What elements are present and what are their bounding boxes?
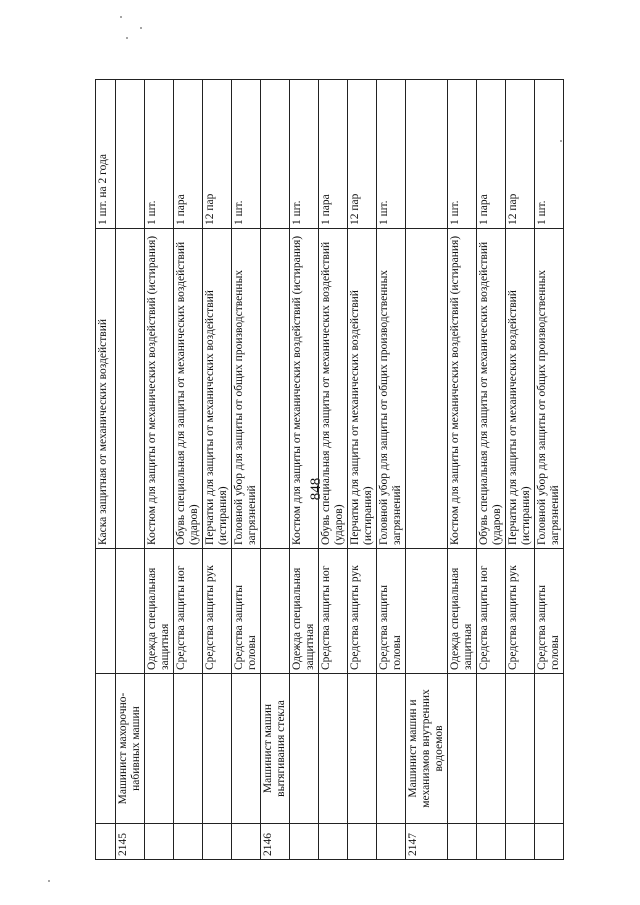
- table-row: [145, 80, 174, 860]
- ppe-item-cell: Костюм для защиты от механических воздействий (истирания): [145, 229, 174, 549]
- issue-norm-cell: 1 шт.: [535, 80, 564, 229]
- ppe-item-cell: Перчатки для защиты от механических воздействий (истирания): [348, 229, 377, 549]
- table-row: [96, 80, 116, 860]
- ppe-type-cell: [96, 549, 116, 674]
- ppe-item-cell: [261, 229, 290, 549]
- occupation-code-cell: [174, 824, 203, 860]
- table-row: [203, 80, 232, 860]
- ppe-item-cell: Перчатки для защиты от механических воздействий (истирания): [203, 229, 232, 549]
- scan-speck: [126, 37, 128, 39]
- ppe-item-cell: Каска защитная от механических воздействий: [96, 229, 116, 549]
- issue-norm-cell: 1 шт. на 2 года: [96, 80, 116, 229]
- issue-norm-cell: 1 пара: [477, 80, 506, 229]
- ppe-type-cell: Средства защиты рук: [506, 549, 535, 674]
- ppe-item-cell: Костюм для защиты от механических воздействий (истирания): [448, 229, 477, 549]
- occupation-name-cell: Машинист махорочно-набивных машин: [116, 674, 145, 824]
- ppe-type-cell: Средства защиты рук: [348, 549, 377, 674]
- table-row: [448, 80, 477, 860]
- table-row: [319, 80, 348, 860]
- occupation-name-cell: [145, 674, 174, 824]
- scan-speck: [48, 880, 50, 882]
- ppe-type-cell: Средства защиты головы: [232, 549, 261, 674]
- occupation-name-cell: [535, 674, 564, 824]
- ppe-type-cell: Средства защиты головы: [377, 549, 406, 674]
- ppe-type-cell: Одежда специальная защитная: [290, 549, 319, 674]
- issue-norm-cell: 12 пар: [506, 80, 535, 229]
- occupation-name-cell: [448, 674, 477, 824]
- occupation-code-cell: [448, 824, 477, 860]
- ppe-type-cell: Средства защиты ног: [477, 549, 506, 674]
- ppe-type-cell: Средства защиты ног: [319, 549, 348, 674]
- rotated-table-container: [95, 80, 561, 860]
- ppe-item-cell: Обувь специальная для защиты от механических воздействий (ударов): [319, 229, 348, 549]
- ppe-item-cell: Обувь специальная для защиты от механических воздействий (ударов): [477, 229, 506, 549]
- occupation-code-cell: 2147: [406, 824, 448, 860]
- table-row: [406, 80, 448, 860]
- issue-norm-cell: 1 шт.: [377, 80, 406, 229]
- table-row: [116, 80, 145, 860]
- issue-norm-cell: 1 шт.: [145, 80, 174, 229]
- table-row: [261, 80, 290, 860]
- table-row: [506, 80, 535, 860]
- occupation-name-cell: [477, 674, 506, 824]
- issue-norm-cell: 1 шт.: [290, 80, 319, 229]
- occupation-code-cell: [203, 824, 232, 860]
- occupation-name-cell: [232, 674, 261, 824]
- table-row: [377, 80, 406, 860]
- ppe-item-cell: Головной убор для защиты от общих производственных загрязнений: [377, 229, 406, 549]
- table-row: [477, 80, 506, 860]
- occupation-name-cell: [174, 674, 203, 824]
- table-row: [232, 80, 261, 860]
- ppe-norms-table: [95, 79, 564, 860]
- table-row: [348, 80, 377, 860]
- scan-speck: [140, 27, 142, 29]
- ppe-item-cell: Перчатки для защиты от механических воздействий (истирания): [506, 229, 535, 549]
- occupation-code-cell: [535, 824, 564, 860]
- occupation-name-cell: [377, 674, 406, 824]
- issue-norm-cell: 12 пар: [348, 80, 377, 229]
- ppe-item-cell: [406, 229, 448, 549]
- occupation-code-cell: [477, 824, 506, 860]
- occupation-code-cell: [96, 824, 116, 860]
- occupation-name-cell: Машинист машин вытягивания стекла: [261, 674, 290, 824]
- ppe-type-cell: Средства защиты головы: [535, 549, 564, 674]
- ppe-type-cell: [261, 549, 290, 674]
- occupation-code-cell: 2146: [261, 824, 290, 860]
- occupation-code-cell: 2145: [116, 824, 145, 860]
- occupation-code-cell: [319, 824, 348, 860]
- ppe-item-cell: Головной убор для защиты от общих производственных загрязнений: [232, 229, 261, 549]
- ppe-type-cell: Одежда специальная защитная: [448, 549, 477, 674]
- issue-norm-cell: 1 пара: [174, 80, 203, 229]
- issue-norm-cell: 1 пара: [319, 80, 348, 229]
- occupation-name-cell: [290, 674, 319, 824]
- occupation-name-cell: [348, 674, 377, 824]
- issue-norm-cell: 1 шт.: [232, 80, 261, 229]
- occupation-code-cell: [348, 824, 377, 860]
- occupation-name-cell: [203, 674, 232, 824]
- table-row: [174, 80, 203, 860]
- issue-norm-cell: 1 шт.: [448, 80, 477, 229]
- table-row: [535, 80, 564, 860]
- table-row: [290, 80, 319, 860]
- occupation-code-cell: [232, 824, 261, 860]
- issue-norm-cell: [116, 80, 145, 229]
- issue-norm-cell: 12 пар: [203, 80, 232, 229]
- ppe-type-cell: Средства защиты рук: [203, 549, 232, 674]
- occupation-code-cell: [377, 824, 406, 860]
- table-body: [96, 80, 564, 860]
- occupation-name-cell: [96, 674, 116, 824]
- ppe-type-cell: [406, 549, 448, 674]
- issue-norm-cell: [261, 80, 290, 229]
- ppe-type-cell: Средства защиты ног: [174, 549, 203, 674]
- ppe-item-cell: Обувь специальная для защиты от механических воздействий (ударов): [174, 229, 203, 549]
- ppe-type-cell: [116, 549, 145, 674]
- occupation-name-cell: [319, 674, 348, 824]
- ppe-item-cell: Костюм для защиты от механических воздействий (истирания): [290, 229, 319, 549]
- issue-norm-cell: [406, 80, 448, 229]
- ppe-item-cell: [116, 229, 145, 549]
- occupation-name-cell: [506, 674, 535, 824]
- occupation-code-cell: [290, 824, 319, 860]
- occupation-name-cell: Машинист машин и механизмов внутренних водоемов: [406, 674, 448, 824]
- occupation-code-cell: [506, 824, 535, 860]
- occupation-code-cell: [145, 824, 174, 860]
- ppe-item-cell: Головной убор для защиты от общих производственных загрязнений: [535, 229, 564, 549]
- scan-speck: [120, 16, 122, 18]
- page-number: 848: [308, 477, 324, 501]
- ppe-type-cell: Одежда специальная защитная: [145, 549, 174, 674]
